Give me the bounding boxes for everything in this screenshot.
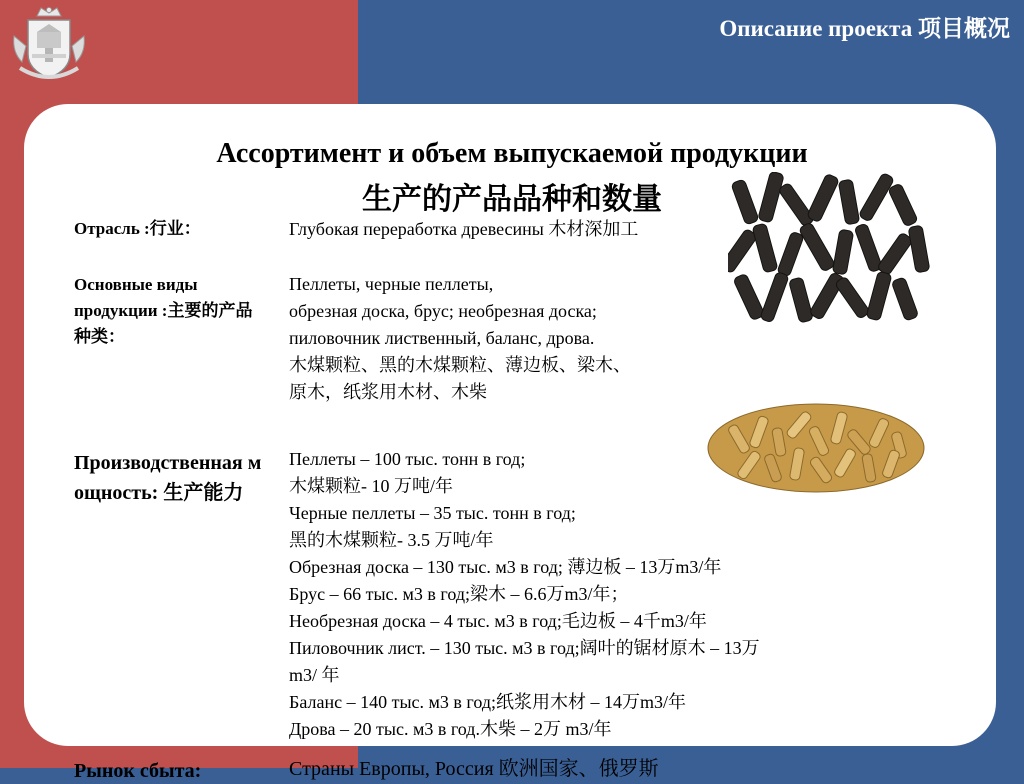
coat-of-arms-emblem — [10, 6, 88, 88]
products-line: 木煤颗粒、黑的木煤颗粒、薄边板、梁木、 — [289, 355, 631, 375]
black-pellets-photo — [728, 172, 930, 324]
capacity-label: Производственная мощность: 生产能力 — [74, 452, 262, 504]
capacity-line: Пеллеты – 100 тыс. тонн в год; — [289, 449, 526, 469]
products-line: 原木，纸浆用木材、木柴 — [289, 382, 487, 402]
slide-title-cn: 生产的产品品种和数量 — [362, 183, 662, 216]
capacity-line: 木煤颗粒- 10 万吨/年 — [289, 476, 453, 496]
capacity-line: Пиловочник лист. – 130 тыс. м3 в год;阔叶的锯材原木 – 13万 — [289, 638, 760, 658]
capacity-line: Брус – 66 тыс. м3 в год;梁木 – 6.6万m3/年； — [289, 584, 629, 604]
header-title: Описание проекта 项目概况 — [719, 16, 1010, 41]
industry-label: Отрасль :行业： — [74, 219, 201, 238]
capacity-line: Обрезная доска – 130 тыс. м3 в год; 薄边板 – 13万m3/年 — [289, 557, 722, 577]
market-label: Рынок сбыта: — [74, 760, 202, 782]
capacity-list — [289, 446, 760, 743]
products-line: обрезная доска, брус; необрезная доска; — [289, 301, 597, 321]
products-label: Основные виды продукции :主要的产品种类： — [74, 275, 253, 346]
industry-value: Глубокая переработка древесины 木材深加工 — [289, 219, 639, 239]
capacity-line: m3/ 年 — [289, 665, 340, 685]
capacity-line: Баланс – 140 тыс. м3 в год;纸浆用木材 – 14万m3/年 — [289, 692, 686, 712]
products-list — [289, 271, 631, 406]
capacity-line: 黑的木煤颗粒- 3.5 万吨/年 — [289, 530, 494, 550]
market-value: Страны Европы, Россия 欧洲国家、俄罗斯 — [289, 758, 659, 780]
products-line: пиловочник лиственный, баланс, дрова. — [289, 328, 595, 348]
slide-title-ru: Ассортимент и объем выпускаемой продукции — [216, 138, 808, 169]
capacity-line: Дрова – 20 тыс. м3 в год.木柴 – 2万 m3/年 — [289, 719, 612, 739]
products-line: Пеллеты, черные пеллеты, — [289, 274, 494, 294]
capacity-line: Черные пеллеты – 35 тыс. тонн в год; — [289, 503, 576, 523]
capacity-line: Необрезная доска – 4 тыс. м3 в год;毛边板 – 4千m3/年 — [289, 611, 707, 631]
